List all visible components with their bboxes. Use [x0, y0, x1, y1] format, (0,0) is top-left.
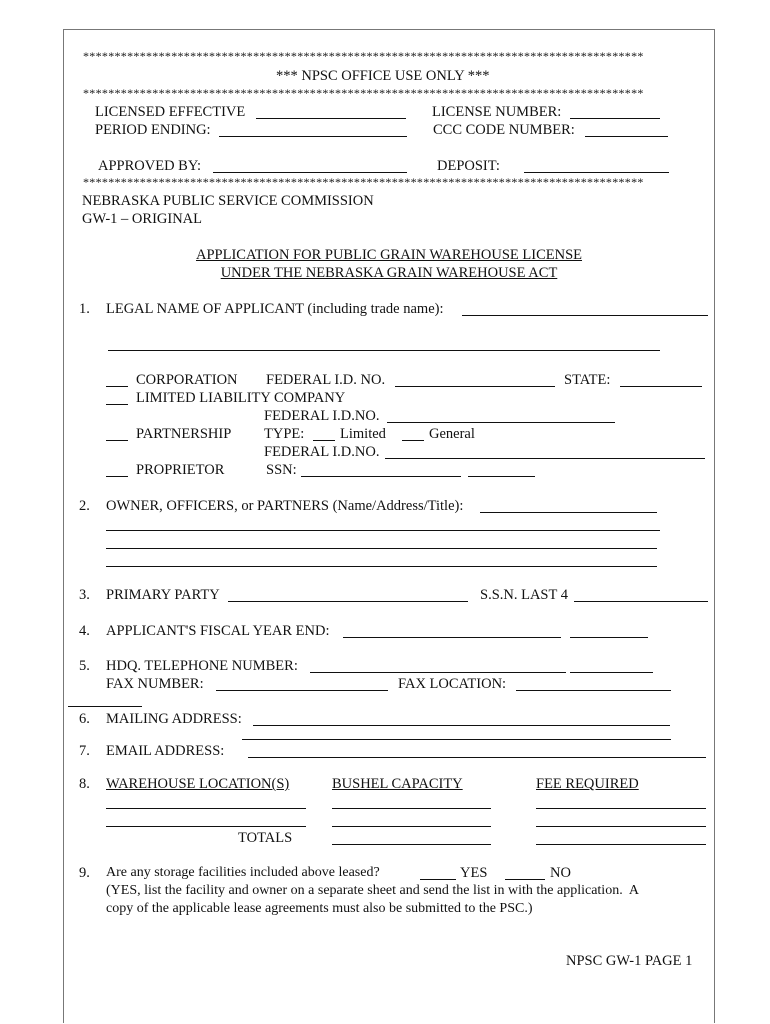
corporation-label: CORPORATION	[136, 372, 238, 388]
fee-required-row2[interactable]	[536, 826, 706, 827]
fee-required-row1[interactable]	[536, 808, 706, 809]
fax-number-field[interactable]	[216, 690, 388, 691]
owners-field[interactable]	[480, 512, 657, 513]
q9-number: 9.	[79, 865, 90, 881]
agency-name: NEBRASKA PUBLIC SERVICE COMMISSION	[82, 193, 374, 209]
license-number-field[interactable]	[570, 118, 660, 119]
fax-location-field-2[interactable]	[68, 706, 142, 707]
warehouse-location-row2[interactable]	[106, 826, 306, 827]
telephone-field[interactable]	[310, 672, 566, 673]
q9-note-line1: (YES, list the facility and owner on a separate sheet and send the list in with the application. A	[106, 883, 640, 898]
telephone-field-2[interactable]	[570, 672, 653, 673]
leased-yes-label: YES	[460, 865, 488, 881]
partnership-checkbox[interactable]	[106, 440, 128, 441]
ssn-last4-label: S.S.N. LAST 4	[480, 587, 568, 603]
form-title-line2: UNDER THE NEBRASKA GRAIN WAREHOUSE ACT	[220, 265, 558, 281]
limited-label: Limited	[340, 426, 386, 442]
mailing-address-field[interactable]	[253, 725, 670, 726]
federal-id-label: FEDERAL I.D. NO.	[266, 372, 386, 388]
totals-label: TOTALS	[238, 830, 293, 846]
q2-number: 2.	[79, 498, 90, 514]
llc-checkbox[interactable]	[106, 404, 128, 405]
fax-location-field[interactable]	[516, 690, 671, 691]
q9-note-line2: copy of the applicable lease agreements must also be submitted to the PSC.)	[106, 901, 533, 916]
q6-label: MAILING ADDRESS:	[106, 711, 242, 727]
leased-yes-checkbox[interactable]	[420, 879, 456, 880]
fax-number-label: FAX NUMBER:	[106, 676, 204, 692]
owners-field-2[interactable]	[106, 530, 660, 531]
bushel-capacity-total[interactable]	[332, 844, 491, 845]
q7-label: EMAIL ADDRESS:	[106, 743, 225, 759]
star-divider-2: *****************************************************************************************	[83, 87, 644, 99]
fee-required-header: FEE REQUIRED	[536, 776, 639, 792]
ccc-code-number-label: CCC CODE NUMBER:	[433, 122, 575, 138]
q3-number: 3.	[79, 587, 90, 603]
ssn-label: SSN:	[266, 462, 297, 478]
star-divider-1: *****************************************************************************************	[83, 50, 644, 62]
ssn-last4-field[interactable]	[574, 601, 708, 602]
bushel-capacity-header: BUSHEL CAPACITY	[332, 776, 463, 792]
proprietor-checkbox[interactable]	[106, 476, 128, 477]
licensed-effective-label: LICENSED EFFECTIVE	[95, 104, 246, 120]
q3-label: PRIMARY PARTY	[106, 587, 220, 603]
approved-by-field[interactable]	[213, 172, 407, 173]
owners-field-4[interactable]	[106, 566, 657, 567]
leased-no-label: NO	[550, 865, 571, 881]
fiscal-year-field-2[interactable]	[570, 637, 648, 638]
star-divider-3: *****************************************************************************************	[83, 176, 644, 188]
ccc-code-number-field[interactable]	[585, 136, 668, 137]
primary-party-field[interactable]	[228, 601, 468, 602]
q6-number: 6.	[79, 711, 90, 727]
q9-label: Are any storage facilities included above leased?	[106, 865, 380, 880]
mailing-address-field-2[interactable]	[242, 739, 671, 740]
type-label: TYPE:	[264, 426, 305, 442]
q7-number: 7.	[79, 743, 90, 759]
warehouse-locations-header: WAREHOUSE LOCATION(S)	[106, 776, 290, 792]
legal-name-field-2[interactable]	[108, 350, 660, 351]
legal-name-field[interactable]	[462, 315, 708, 316]
limited-checkbox[interactable]	[313, 440, 335, 441]
leased-no-checkbox[interactable]	[505, 879, 545, 880]
period-ending-label: PERIOD ENDING:	[95, 122, 211, 138]
warehouse-location-row1[interactable]	[106, 808, 306, 809]
license-number-label: LICENSE NUMBER:	[432, 104, 562, 120]
general-checkbox[interactable]	[402, 440, 424, 441]
q2-label: OWNER, OFFICERS, or PARTNERS (Name/Address/Title):	[106, 498, 464, 514]
corporation-checkbox[interactable]	[106, 386, 128, 387]
ssn-field[interactable]	[301, 476, 461, 477]
bushel-capacity-row1[interactable]	[332, 808, 491, 809]
federal-id-field[interactable]	[395, 386, 555, 387]
email-address-field[interactable]	[248, 757, 706, 758]
state-field[interactable]	[620, 386, 702, 387]
proprietor-label: PROPRIETOR	[136, 462, 225, 478]
llc-label: LIMITED LIABILITY COMPANY	[136, 390, 346, 406]
partnership-label: PARTNERSHIP	[136, 426, 232, 442]
partnership-federal-id-label: FEDERAL I.D.NO.	[264, 444, 380, 460]
licensed-effective-field[interactable]	[256, 118, 406, 119]
fax-location-label: FAX LOCATION:	[398, 676, 507, 692]
office-use-title: *** NPSC OFFICE USE ONLY ***	[276, 68, 490, 84]
q1-number: 1.	[79, 301, 90, 317]
llc-federal-id-field[interactable]	[387, 422, 615, 423]
bushel-capacity-row2[interactable]	[332, 826, 491, 827]
page-label: NPSC GW-1 PAGE 1	[566, 953, 693, 969]
period-ending-field[interactable]	[219, 136, 407, 137]
state-label: STATE:	[564, 372, 611, 388]
ssn-field-2[interactable]	[468, 476, 535, 477]
q8-number: 8.	[79, 776, 90, 792]
partnership-federal-id-field[interactable]	[385, 458, 705, 459]
q5-number: 5.	[79, 658, 90, 674]
q4-label: APPLICANT'S FISCAL YEAR END:	[106, 623, 330, 639]
q4-number: 4.	[79, 623, 90, 639]
fiscal-year-field[interactable]	[343, 637, 561, 638]
deposit-label: DEPOSIT:	[437, 158, 500, 174]
owners-field-3[interactable]	[106, 548, 657, 549]
fee-required-total[interactable]	[536, 844, 706, 845]
llc-federal-id-label: FEDERAL I.D.NO.	[264, 408, 380, 424]
form-id: GW-1 – ORIGINAL	[82, 211, 203, 227]
deposit-field[interactable]	[524, 172, 669, 173]
approved-by-label: APPROVED BY:	[98, 158, 202, 174]
general-label: General	[429, 426, 475, 442]
form-title-line1: APPLICATION FOR PUBLIC GRAIN WAREHOUSE LICENSE	[195, 247, 583, 263]
q1-label: LEGAL NAME OF APPLICANT (including trade name):	[106, 301, 444, 317]
q5-label: HDQ. TELEPHONE NUMBER:	[106, 658, 298, 674]
